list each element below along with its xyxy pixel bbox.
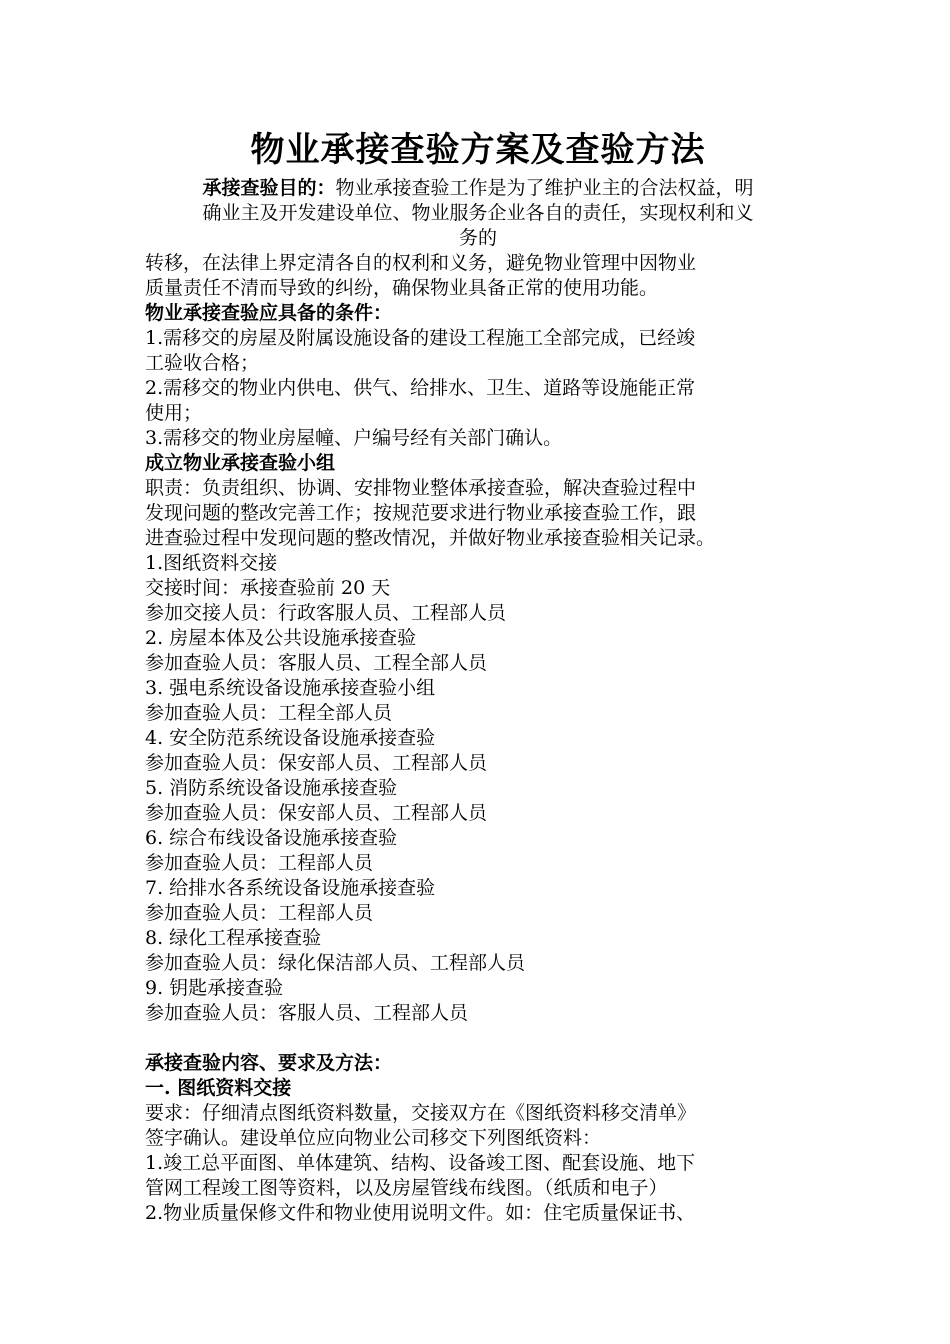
section-heading-content: 承接查验内容、要求及方法： <box>145 1052 393 1074</box>
text-line: 参加查验人员：工程全部人员 <box>145 702 393 724</box>
blank-line <box>145 1026 811 1051</box>
intro-paragraph <box>145 176 811 251</box>
text-line: 1.图纸资料交接 <box>145 552 278 574</box>
text-line: 工验收合格； <box>145 352 260 374</box>
subsection-heading-drawings: 一. 图纸资料交接 <box>145 1077 292 1099</box>
section-heading-team: 成立物业承接查验小组 <box>145 452 336 474</box>
text-line: 转移，在法律上界定清各自的权利和义务，避免物业管理中因物业 <box>145 252 697 274</box>
text-line: 参加查验人员：保安部人员、工程部人员 <box>145 752 488 774</box>
text-line: 交接时间：承接查验前 20 天 <box>145 577 391 599</box>
text-line: 参加查验人员：工程部人员 <box>145 852 374 874</box>
text-line: 2.物业质量保修文件和物业使用说明文件。如：住宅质量保证书、 <box>145 1202 696 1224</box>
text-line: 5. 消防系统设备设施承接查验 <box>145 777 398 799</box>
text-line: 进查验过程中发现问题的整改情况，并做好物业承接查验相关记录。 <box>145 527 716 549</box>
text-line: 质量责任不清而导致的纠纷，确保物业具备正常的使用功能。 <box>145 277 659 299</box>
text-line: 6. 综合布线设备设施承接查验 <box>145 827 398 849</box>
text-line: 4. 安全防范系统设备设施承接查验 <box>145 727 436 749</box>
intro-text-2: 确业主及开发建设单位、物业服务企业各自的责任，实现权利和义 <box>202 202 754 224</box>
text-line: 参加查验人员：工程部人员 <box>145 902 374 924</box>
text-line: 3.需移交的物业房屋幢、户编号经有关部门确认。 <box>145 427 563 449</box>
text-line: 7. 给排水各系统设备设施承接查验 <box>145 877 436 899</box>
document-page <box>145 128 811 1226</box>
text-line: 职责：负责组织、协调、安排物业整体承接查验，解决查验过程中 <box>145 477 697 499</box>
text-line: 3. 强电系统设备设施承接查验小组 <box>145 677 436 699</box>
intro-text-3: 务的 <box>458 227 497 249</box>
text-line: 参加查验人员：保安部人员、工程部人员 <box>145 802 488 824</box>
text-line: 1.需移交的房屋及附属设施设备的建设工程施工全部完成，已经竣 <box>145 327 696 349</box>
text-line: 要求：仔细清点图纸资料数量，交接双方在《图纸资料移交清单》 <box>145 1102 697 1124</box>
text-line: 2. 房屋本体及公共设施承接查验 <box>145 627 417 649</box>
document-title: 物业承接查验方案及查验方法 <box>250 130 706 170</box>
text-line: 2.需移交的物业内供电、供气、给排水、卫生、道路等设施能正常 <box>145 377 696 399</box>
text-line: 1.竣工总平面图、单体建筑、结构、设备竣工图、配套设施、地下 <box>145 1152 696 1174</box>
text-line: 签字确认。建设单位应向物业公司移交下列图纸资料： <box>145 1127 602 1149</box>
text-line: 参加查验人员：绿化保洁部人员、工程部人员 <box>145 952 526 974</box>
text-line: 9. 钥匙承接查验 <box>145 977 284 999</box>
text-line: 参加查验人员：客服人员、工程全部人员 <box>145 652 488 674</box>
text-line: 8. 绿化工程承接查验 <box>145 927 322 949</box>
intro-text-1: 物业承接查验工作是为了维护业主的合法权益，明 <box>335 177 754 199</box>
text-line: 参加查验人员：客服人员、工程部人员 <box>145 1002 469 1024</box>
text-line: 参加交接人员：行政客服人员、工程部人员 <box>145 602 507 624</box>
text-line: 使用； <box>145 402 203 424</box>
section-heading-conditions: 物业承接查验应具备的条件： <box>145 302 393 324</box>
text-line: 发现问题的整改完善工作；按规范要求进行物业承接查验工作，跟 <box>145 502 697 524</box>
intro-label: 承接查验目的： <box>202 177 336 199</box>
text-line: 管网工程竣工图等资料，以及房屋管线布线图。（纸质和电子） <box>145 1177 668 1199</box>
